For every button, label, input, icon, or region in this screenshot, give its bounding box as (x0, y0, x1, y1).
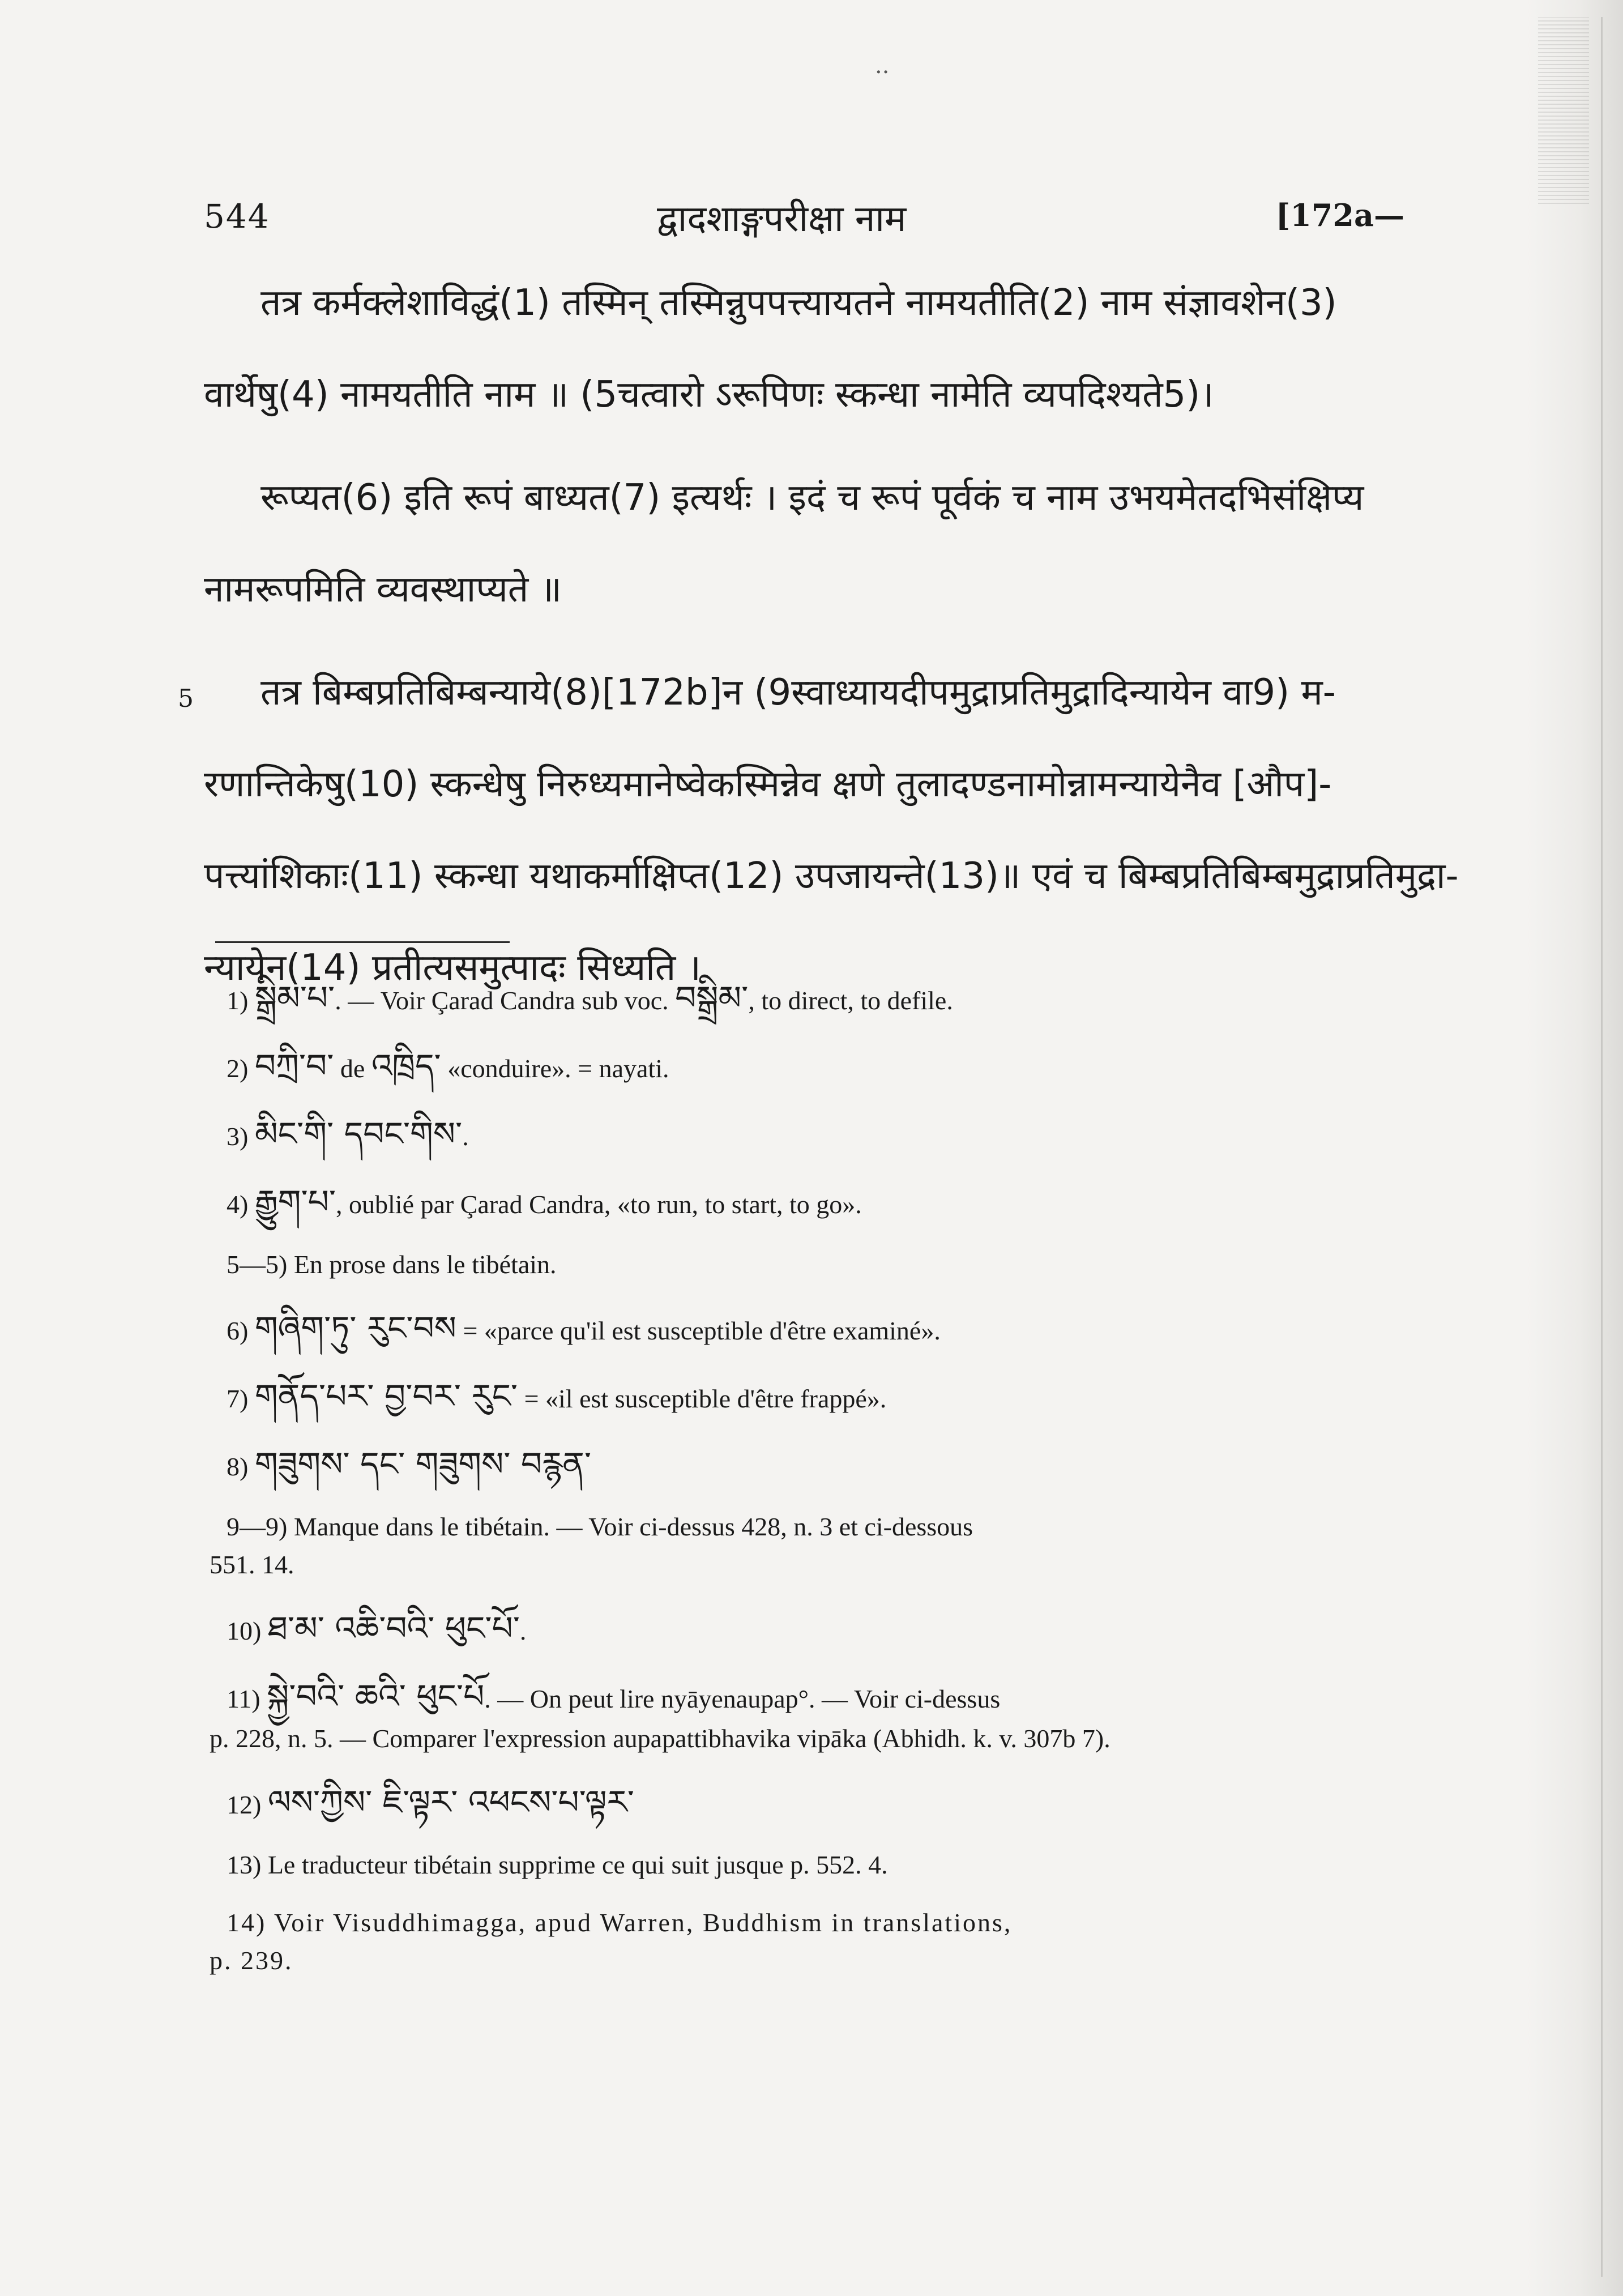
footnote-text: = «il est susceptible d'être frappé». (518, 1384, 887, 1414)
folio-reference: [172a— (1275, 197, 1404, 233)
footnote-text: . (462, 1122, 469, 1151)
footnote-number: 12) (227, 1790, 262, 1819)
footnote-number: 3) (227, 1122, 249, 1151)
footnote-number: 10) (227, 1616, 262, 1645)
footnotes (210, 974, 1444, 2000)
sanskrit-line-numbered (178, 672, 1427, 765)
footnote (210, 1508, 1444, 1584)
footnote-continuation: p. 228, n. 5. — Comparer l'expression aupapattibhavika vipāka (Abhidh. k. v. 307b 7). (210, 1723, 1111, 1753)
line-number: 5 (178, 684, 194, 713)
tibetan-term: གཞིག་ཏུ་ རུང་བས (254, 1309, 456, 1348)
footnote-text: , to direct, to defile. (748, 986, 953, 1015)
footnote (227, 1372, 1444, 1420)
running-title: द्वादशाङ्गपरीक्षा नाम (657, 198, 907, 240)
footnote (227, 1846, 1444, 1884)
footnote-continuation: p. 239. (210, 1946, 293, 1975)
footnote-text: . (519, 1616, 527, 1645)
footnote-continuation: 551. 14. (210, 1550, 294, 1580)
footnote-text: , oublié par Çarad Candra, «to run, to start, to go». (336, 1190, 862, 1219)
footnote-number: 6) (227, 1316, 249, 1346)
footnote-text: Voir Visuddhimagga, apud Warren, Buddhism in translations, (266, 1908, 1013, 1937)
tibetan-term: ཐ་མ་ འཆི་བའི་ ཕུང་པོ་ (267, 1608, 520, 1648)
tibetan-term: གནོད་པར་ བྱ་བར་ རུང་ (254, 1377, 518, 1416)
sanskrit-line: रूप्यत(6) इति रूपं बाध्यत(7) इत्यर्थः । इदं च रूपं पूर्वकं च नाम उभयमेतदभिसंक्षिप्य (260, 477, 1364, 519)
footnote (227, 1304, 1444, 1352)
footnote-divider (215, 941, 510, 943)
footnote-text: . — Voir Çarad Candra sub voc. (335, 986, 676, 1015)
footnote-number: 8) (227, 1452, 249, 1482)
footnote-number: 5—5) (227, 1250, 288, 1279)
footnote-number: 14) (227, 1908, 267, 1937)
footnote-text: . — On peut lire nyāyenaupap°. — Voir ci-dessus (484, 1684, 1001, 1713)
page-header (204, 193, 1404, 249)
footnote-number: 11) (227, 1684, 260, 1713)
sanskrit-line: वार्थेषु(4) नामयतीति नाम ॥ (5चत्वारो ऽरूपिणः स्कन्धा नामेति व्यपदिश्यते5)। (204, 374, 1214, 416)
footnote (210, 1672, 1444, 1758)
tibetan-term: བསྒྲིམ་ (675, 979, 749, 1017)
footnote (227, 1110, 1444, 1158)
footnote-number: 13) (227, 1850, 262, 1879)
sanskrit-line: रणान्तिकेषु(10) स्कन्धेषु निरुध्यमानेष्वेकस्मिन्नेव क्षणे तुलादण्डनामोन्नामन्यायेनैव [औप]- (204, 763, 1332, 805)
sanskrit-text (178, 282, 1459, 1040)
footnote-text: = «parce qu'il est susceptible d'être examiné». (456, 1316, 941, 1346)
tibetan-term: སྒྲིམ་པ་ (254, 979, 335, 1017)
footnote-text: Le traducteur tibétain supprime ce qui suit jusque p. 552. 4. (261, 1850, 888, 1879)
footnote-text: Manque dans le tibétain. — Voir ci-dessus 428, n. 3 et ci-dessous (287, 1512, 973, 1542)
tibetan-term: སྐྱེ་བའི་ ཆའི་ ཕུང་པོ (267, 1676, 485, 1715)
footnote (210, 1904, 1444, 1979)
tibetan-term: གཟུགས་ དང་ གཟུགས་ བརྙན་ (254, 1445, 592, 1484)
footnote-number: 1) (227, 986, 249, 1015)
footnote-text: de (334, 1054, 371, 1083)
footnote-text: «conduire». = nayati. (441, 1054, 669, 1083)
tibetan-term: བཀྲི་བ་ (254, 1047, 334, 1086)
page-edge-line (1601, 17, 1603, 2277)
tibetan-term: ལས་ཀྱིས་ ཇི་ལྟར་ འཕངས་པ་ལྟར་ (267, 1782, 634, 1821)
sanskrit-line: पत्त्यांशिकाः(11) स्कन्धा यथाकर्माक्षिप्त(12) उपजायन्ते(13)॥ एवं च बिम्बप्रतिबिम्बमुद्राप्रतिमुद्रा- (204, 855, 1459, 897)
footnote-number: 9—9) (227, 1512, 288, 1542)
footnote-number: 7) (227, 1384, 249, 1414)
footnote (227, 1246, 1444, 1284)
footnote (227, 1778, 1444, 1826)
footnote-number: 4) (227, 1190, 249, 1219)
tibetan-term: རྒྱུག་པ་ (254, 1183, 336, 1222)
page-number: 544 (204, 197, 270, 236)
sanskrit-line: न्यायेन(14) प्रतीत्यसमुत्पादः सिध्यति । (204, 947, 701, 989)
page-edge-shadow (1527, 0, 1623, 2296)
footnote (227, 1440, 1444, 1488)
scan-speckle (1538, 17, 1589, 204)
footnote (227, 974, 1444, 1022)
footnote (227, 1042, 1444, 1090)
sanskrit-line-text: तत्र बिम्बप्रतिबिम्बन्याये(8)[172b]न (9स्वाध्यायदीपमुद्राप्रतिमुद्रादिन्यायेन वा9) म- (260, 672, 1336, 714)
scan-mark: ·· (875, 59, 890, 86)
tibetan-term: འཁྲིད་ (371, 1047, 441, 1086)
footnote-number: 2) (227, 1054, 249, 1083)
footnote (227, 1604, 1444, 1652)
sanskrit-line: तत्र कर्मक्लेशाविद्धं(1) तस्मिन् तस्मिन्नुपपत्त्यायतने नामयतीति(2) नाम संज्ञावशेन(3) (260, 282, 1337, 324)
footnote (227, 1178, 1444, 1226)
footnote-text: En prose dans le tibétain. (287, 1250, 557, 1279)
sanskrit-line: नामरूपमिति व्यवस्थाप्यते ॥ (204, 569, 562, 611)
tibetan-term: མིང་གི་ དབང་གིས་ (254, 1115, 463, 1154)
